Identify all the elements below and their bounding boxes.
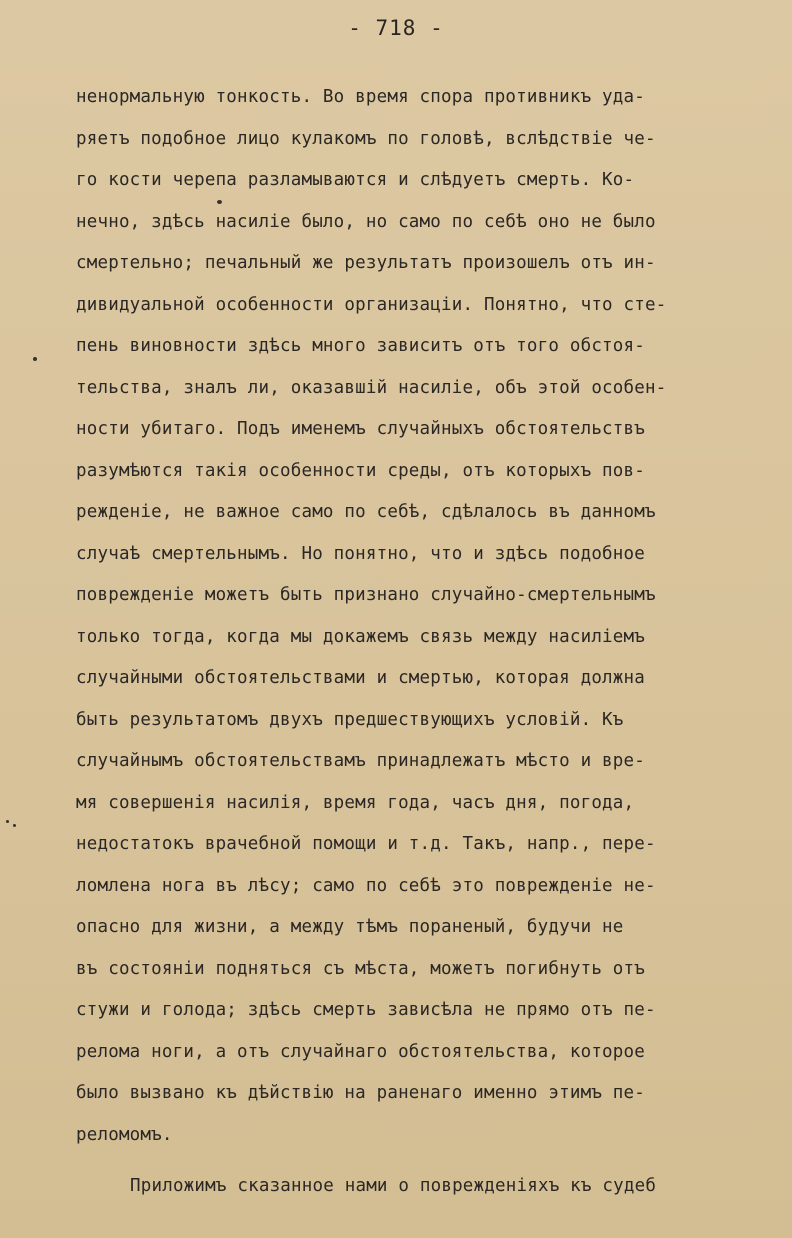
text-line: ности убитаго. Подъ именемъ случайныхъ обстоятельствъ [76,419,646,439]
text-line: въ состояніи подняться съ мѣста, можетъ погибнуть отъ [76,958,646,979]
page-number: - 718 - [348,16,444,40]
text-line: ломлена нога въ лѣсу; само по себѣ это поврежденіе не- [76,875,656,896]
scan-speck [33,357,37,361]
text-line: го кости черепа разламываются и слѣдуетъ смерть. Ко- [76,170,635,190]
body-text [76,82,776,1213]
text-line: пень виновности здѣсь много зависитъ отъ того обстоя- [76,336,646,356]
text-line: реломомъ. [76,1124,173,1145]
text-line: разумѣются такія особенности среды, отъ которыхъ пов- [76,460,646,481]
scan-speck [217,200,222,204]
text-line: опасно для жизни, а между тѣмъ пораненый, будучи не [76,917,624,937]
text-line: поврежденіе можетъ быть признано случайно-смертельнымъ [76,585,656,605]
text-line: режденіе, не важное само по себѣ, сдѣлалось въ данномъ [76,502,656,522]
scan-speck [6,820,9,823]
scan-speck [13,824,16,827]
text-line: ненормальную тонкость. Во время спора противникъ уда- [76,87,646,107]
text-line: случайнымъ обстоятельствамъ принадлежатъ мѣсто и вре- [76,751,646,771]
text-line: нечно, здѣсь насиліе было, но само по себѣ оно не было [76,211,656,232]
text-line: стужи и голода; здѣсь смерть зависѣла не прямо отъ пе- [76,1000,656,1020]
text-line: тельства, зналъ ли, оказавшій насиліе, объ этой особен- [76,377,667,398]
text-line: только тогда, когда мы докажемъ связь между насиліемъ [76,626,646,647]
text-line: мя совершенія насилія, время года, часъ дня, погода, [76,792,635,813]
text-line: быть результатомъ двухъ предшествующихъ условій. Къ [76,709,624,730]
text-line: случаѣ смертельнымъ. Но понятно, что и здѣсь подобное [76,543,646,564]
text-line: было вызвано къ дѣйствію на раненаго именно этимъ пе- [76,1083,646,1103]
text-line: смертельно; печальный же результатъ произошелъ отъ ин- [76,253,656,273]
text-line: релома ноги, а отъ случайнаго обстоятельства, которое [76,1041,646,1062]
text-line: недостатокъ врачебной помощи и т.д. Такъ, напр., пере- [76,834,656,854]
paragraph-start-line: Приложимъ сказанное нами о поврежденіяхъ къ судеб [130,1176,657,1196]
text-line: дивидуальной особенности организаціи. Понятно, что сте- [76,294,667,315]
text-line: ряетъ подобное лицо кулакомъ по головѣ, вслѣдствіе че- [76,128,656,149]
text-line: случайными обстоятельствами и смертью, которая должна [76,668,646,688]
